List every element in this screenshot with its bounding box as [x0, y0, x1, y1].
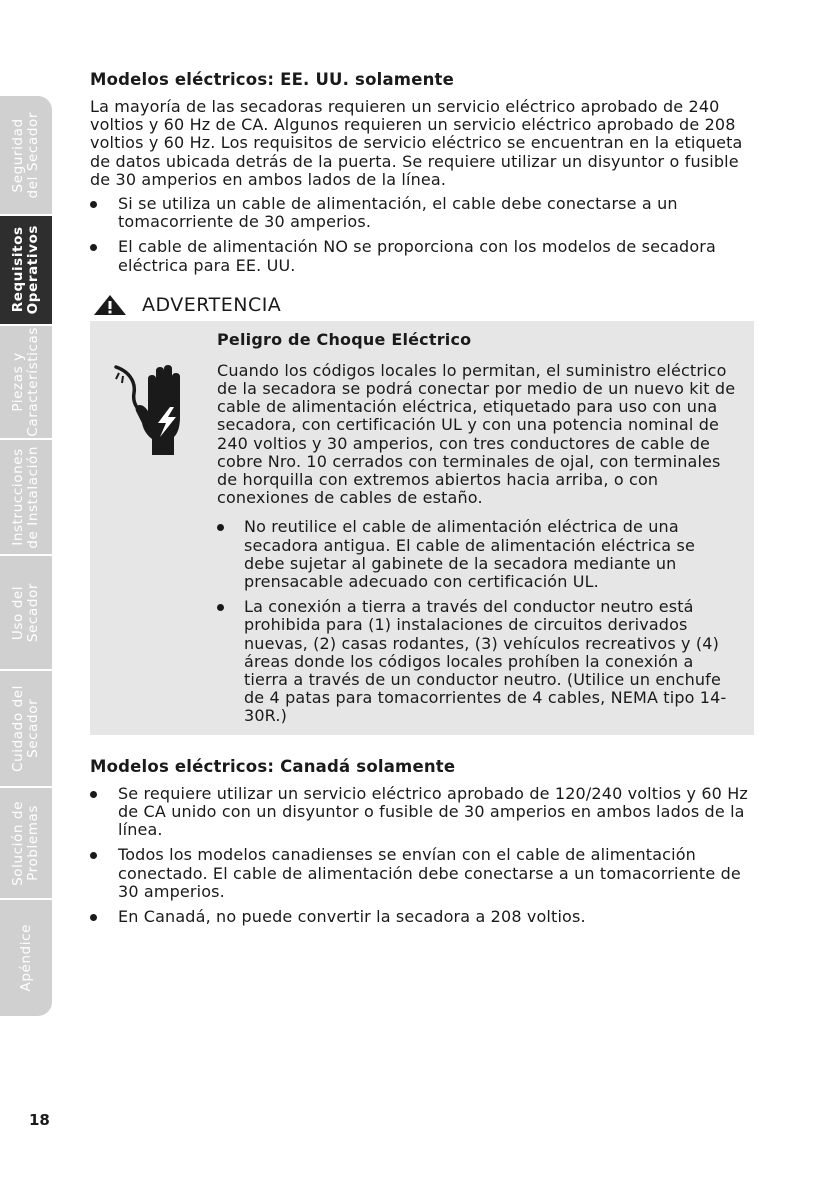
tab-apendice[interactable]: [0, 900, 52, 1016]
page-number: 18: [29, 1111, 50, 1129]
bullet-icon: [217, 524, 224, 531]
tab-solucion-de-problemas[interactable]: [0, 788, 52, 900]
tab-label: Requisitos Operativos: [10, 225, 41, 315]
tab-piezas-y-caracteristicas[interactable]: [0, 326, 52, 440]
list-item: [90, 785, 758, 840]
paragraph-us-requirements: La mayoría de las secadoras requieren un servicio eléctrico aprobado de 240 voltios y 60 Hz de CA. Algunos requieren un servicio eléctrico aprobado de 208 voltios y 60 Hz. Los requisitos de servicio eléctrico se encuentran en la etiqueta de datos ubicada detrás de la puerta. Se requiere utilizar un disyuntor o fusible de 30 amperios en ambos lados de la línea.: [90, 97, 743, 189]
electric-shock-hand-icon: [114, 361, 194, 457]
tab-label: Seguridad del Secador: [10, 111, 41, 199]
tab-label: Solución de Problemas: [10, 800, 41, 886]
list-item: [217, 518, 740, 591]
list-item-text: La conexión a tierra a través del conductor neutro está prohibida para (1) instalaciones de circuitos derivados nuevas, (2) casas rodantes, (3) vehículos recreativos y (4) áreas donde los códigos locales prohíben la conexión a tierra a través de un conductor neutro. (Utilice un enchufe de 4 patas para tomacorrientes de 4 cables, NEMA tipo 14-30R.): [244, 597, 727, 726]
tab-cuidado-del-secador[interactable]: [0, 671, 52, 788]
bullet-icon: [217, 604, 224, 611]
bullet-list-us: [90, 195, 758, 275]
section-us-electric-models: [90, 70, 758, 275]
list-item: [90, 195, 758, 231]
list-item-text: No reutilice el cable de alimentación eléctrica de una secadora antigua. El cable de alimentación eléctrica se debe sujetar al gabinete de la secadora mediante un prensacable adecuado con certificación UL.: [244, 517, 695, 592]
warning-title: ADVERTENCIA: [142, 293, 282, 316]
bullet-icon: [90, 244, 97, 251]
bullet-icon: [90, 201, 97, 208]
warning-header: [90, 294, 758, 316]
warning-box: [90, 321, 754, 735]
tab-uso-del-secador[interactable]: [0, 556, 52, 671]
list-item: [90, 238, 758, 274]
list-item-text: El cable de alimentación NO se proporciona con los modelos de secadora eléctrica para EE. UU.: [118, 237, 716, 275]
bullet-icon: [90, 791, 97, 798]
tab-label: Apéndice: [17, 924, 34, 992]
warning-triangle-icon: [93, 294, 127, 316]
list-item-text: En Canadá, no puede convertir la secadora a 208 voltios.: [118, 906, 586, 926]
list-item: [90, 908, 758, 926]
warning-paragraph: Cuando los códigos locales lo permitan, el suministro eléctrico de la secadora se podrá conectar por medio de un nuevo kit de cable de alimentación eléctrica, etiquetado para uso con una secadora, con certificación UL y con una potencia nominal de 240 voltios y 30 amperios, con tres conductores de cable de cobre Nro. 10 cerrados con terminales de ojal, con terminales de horquilla con extremos abiertos hacia arriba, o con conexiones de cables de estaño.: [217, 360, 736, 508]
bullet-list-canada: [90, 785, 758, 926]
bullet-icon: [90, 852, 97, 859]
tab-label: Instrucciones de Instalación: [10, 445, 41, 549]
list-item-text: Si se utiliza un cable de alimentación, el cable debe conectarse a un tomacorriente de 30 amperios.: [118, 194, 678, 232]
tab-label: Uso del Secador: [10, 582, 41, 643]
page-content: [90, 70, 758, 933]
tab-label: Piezas y Características: [10, 327, 41, 437]
warning-subheading: Peligro de Choque Eléctrico: [217, 329, 472, 349]
bullet-list-warning: [217, 518, 740, 725]
tab-seguridad-del-secador[interactable]: [0, 96, 52, 216]
section-canada-electric-models: [90, 757, 758, 926]
section-heading-canada: Modelos eléctricos: Canadá solamente: [90, 756, 456, 776]
list-item-text: Todos los modelos canadienses se envían con el cable de alimentación conectado. El cable de alimentación debe conectarse a un tomacorriente de 30 amperios.: [118, 845, 741, 901]
section-heading-us: Modelos eléctricos: EE. UU. solamente: [90, 70, 455, 89]
warning-body: [217, 330, 740, 726]
list-item-text: Se requiere utilizar un servicio eléctrico aprobado de 120/240 voltios y 60 Hz de CA unido con un disyuntor o fusible de 30 amperios en ambos lados de la línea.: [118, 783, 748, 840]
tab-label: Cuidado del Secador: [10, 685, 41, 772]
list-item: [90, 846, 758, 901]
tab-requisitos-operativos[interactable]: [0, 216, 52, 326]
list-item: [217, 598, 740, 725]
tab-instrucciones-de-instalacion[interactable]: [0, 440, 52, 556]
bullet-icon: [90, 914, 97, 921]
